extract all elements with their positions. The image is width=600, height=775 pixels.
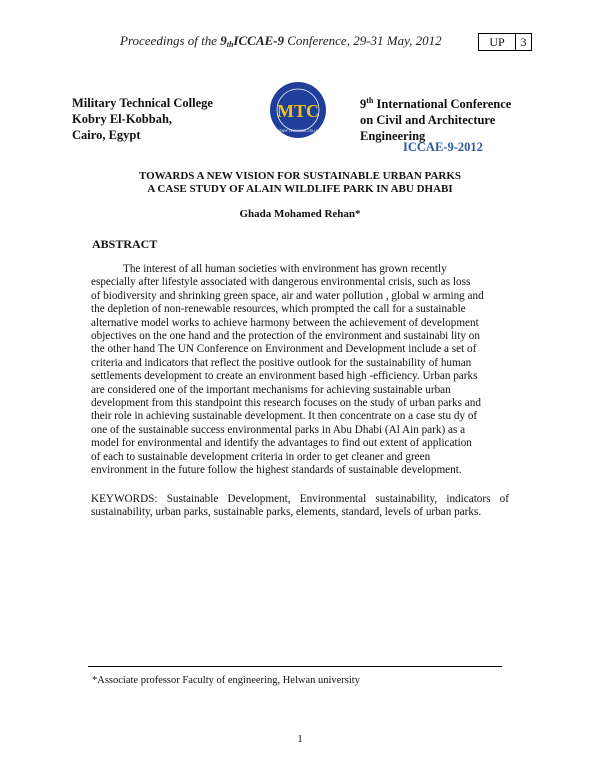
conference-name: International Conference	[373, 97, 512, 112]
abstract-line: environment in the future follow the highest standards of sustainable development.	[91, 464, 462, 477]
abstract-line: alternative model works to achieve harmony between the achievement of development	[91, 316, 479, 329]
affiliation-right	[360, 93, 511, 144]
paper-title-line1: TOWARDS A NEW VISION FOR SUSTAINABLE URBAN PARKS	[138, 170, 462, 182]
abstract-line: criteria and indicators that reflect the positive outlook for the sustainability of human	[91, 356, 472, 369]
abstract-line: The interest of all human societies with environment has grown recently	[123, 263, 447, 275]
abstract-line: the other hand The UN Conference on Environment and Development include a set of	[91, 343, 477, 356]
logo-caption: MILITARY TECHNICAL COLLEGE	[273, 129, 323, 133]
keywords-text: Sustainable Development, Environmental sustainability, indicators of sustainability, urban parks, sustainable parks, elements, standard, levels of urban parks.	[91, 493, 509, 519]
header-suffix: Conference, 29-31 May, 2012	[284, 33, 442, 48]
page-number: 1	[297, 733, 303, 745]
abstract-line: settlements development to create an environment based high -efficiency. Urban parks	[91, 370, 478, 383]
abstract-line: model for environmental and identify the advantages to find out extent of application	[91, 437, 472, 450]
footnote: *Associate professor Faculty of engineering, Helwan university	[92, 675, 360, 686]
logo-letters: MTC	[277, 101, 319, 121]
abstract-line: are considered one of the important mechanisms for achieving sustainable urban	[91, 383, 451, 396]
abstract-line: of each to sustainable development criteria in order to get cleaner and green	[91, 450, 431, 463]
affiliation-left-line3: Cairo, Egypt	[72, 128, 141, 142]
header-prefix: Proceedings of the	[120, 33, 221, 48]
paper-code-right: 3	[520, 34, 527, 49]
affiliation-right-line3: Engineering	[360, 129, 426, 144]
abstract-body	[91, 263, 509, 478]
abstract-line: especially after lifestyle associated with dangerous environmental crisis, such as loss	[91, 276, 471, 289]
running-header	[120, 33, 442, 49]
mtc-logo	[268, 80, 328, 140]
affiliation-right-line2: on Civil and Architecture	[360, 113, 496, 128]
abstract-heading: ABSTRACT	[92, 237, 158, 251]
header-ordinal: 9	[220, 33, 227, 48]
abstract-line: the depletion of non-renewable resources, which prompted the call for a sustainable	[91, 303, 466, 316]
abstract-line: of biodiversity and shrinking green space, air and water pollution , global w arming and	[91, 289, 484, 302]
abstract-line: development from this standpoint this research focuses on the study of urban parks and	[91, 397, 481, 410]
paper-title-line2: A CASE STUDY OF ALAIN WILDLIFE PARK IN ABU DHABI	[147, 183, 453, 195]
keywords-paragraph	[91, 493, 509, 520]
author-name: Ghada Mohamed Rehan*	[239, 208, 361, 220]
header-ordinal-suffix: th	[226, 40, 234, 49]
paper-title	[60, 170, 540, 196]
keywords-label: KEYWORDS:	[91, 493, 158, 505]
affiliation-left-line1: Military Technical College	[72, 96, 213, 110]
mtc-logo-graphic	[268, 80, 328, 140]
paper-code-left: UP	[479, 34, 516, 50]
conference-ordinal: 9	[360, 97, 367, 112]
header-acronym: ICCAE-9	[233, 33, 284, 48]
footnote-rule	[88, 666, 502, 667]
conference-code: ICCAE-9-2012	[403, 140, 483, 154]
affiliation-left	[72, 95, 213, 143]
conference-ordinal-suffix: th	[366, 96, 374, 105]
abstract-line: their role in achieving sustainable development. It then concentrate on a case stu dy of	[91, 410, 478, 423]
abstract-line: objectives on the one hand and the protection of the environment and sustainabi lity on	[91, 330, 480, 343]
affiliation-right-line1	[360, 93, 511, 112]
affiliation-left-line2: Kobry El-Kobbah,	[72, 112, 173, 126]
abstract-line: one of the sustainable success environmental parks in Abu Dhabi (Al Ain park) as a	[91, 423, 466, 436]
paper-code-box	[478, 33, 532, 51]
